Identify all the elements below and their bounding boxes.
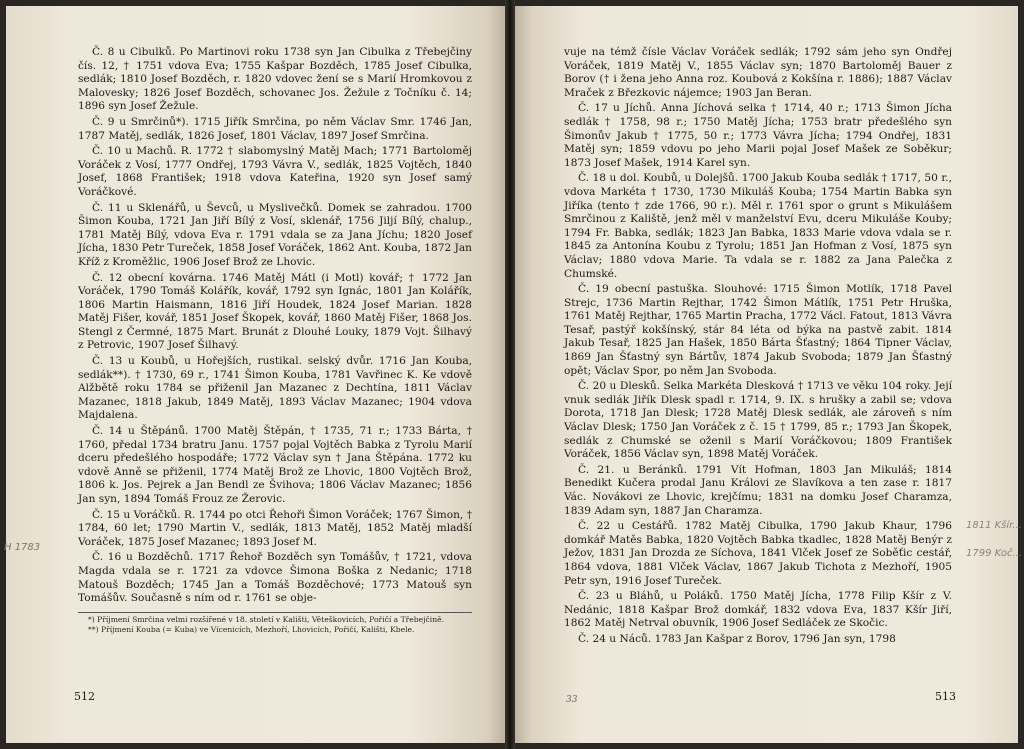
page-stamp-right: 33 (566, 695, 578, 705)
entry: Č. 10 u Machů. R. 1772 † slabomyslný Matěj Mach; 1771 Bartoloměj Voráček z Vosí, 1777 Ondřej, 1793 Vávra V., sedlák, 1825 Vojtěch, 1840 Josef, 1868 František; 1918 vdova Kateřina, 1920 syn Josef samý Voráčkové. (78, 145, 472, 198)
left-page-text (78, 46, 472, 606)
entry: Č. 9 u Smrčinů*). 1715 Jiřík Smrčina, po něm Václav Smr. 1746 Jan, 1787 Matěj, sedlák, 1826 Josef, 1801 Václav, 1897 Josef Smrčina. (78, 115, 472, 142)
margin-note-left: H 1783 (4, 542, 41, 553)
entry: vuje na témž čísle Václav Voráček sedlák; 1792 sám jeho syn Ondřej Voráček, 1819 Matěj V., 1855 Václav syn; 1870 Bartoloměj Bauer z Borov († i žena jeho Anna roz. Koubová z Kokšína r. 1886); 1887 Václav Mraček z Březkovic nájemce; 1903 Jan Beran. (564, 46, 952, 99)
entry: Č. 13 u Koubů, u Hořejších, rustikal. selský dvůr. 1716 Jan Kouba, sedlák**). † 1730, 69 r., 1741 Šimon Kouba, 1781 Vavřinec K. Ke vdově Alžbětě roku 1784 se přiženil Jan Mazanec z Dechtína, 1811 Václav Mazanec, 1818 Jakub, 1849 Matěj, 1893 Václav Mazanec; 1904 vdova Majdalena. (78, 355, 472, 422)
entry: Č. 11 u Sklenářů, u Ševců, u Myslivečků. Domek se zahradou. 1700 Šimon Kouba, 1721 Jan Jiří Bílý z Vosí, sklenář, 1756 Jiljí Bílý, chalup., 1781 Matěj Bílý, vdova Eva r. 1791 vdala se za Jana Jíchu; 1820 Josef Jícha, 1830 Petr Tureček, 1858 Josef Voráček, 1862 Ant. Kouba, 1872 Jan Kříž z Kroměžlic, 1906 Josef Brož ze Lhovic. (78, 201, 472, 268)
entry: Č. 21. u Beránků. 1791 Vít Hofman, 1803 Jan Mikuláš; 1814 Benedikt Kučera prodal Janu Královi ze Slavíkova a ten zase r. 1817 Vác. Novákovi ze Lhovic, krejčímu; 1831 na domku Josef Charamza, 1839 Adam syn, 1887 Jan Charamza. (564, 463, 952, 517)
entry: Č. 17 u Jíchů. Anna Jíchová selka † 1714, 40 r.; 1713 Šimon Jícha sedlák † 1758, 98 r.; 1750 Matěj Jícha; 1753 bratr předešlého syn Šimonův Jakub † 1775, 50 r.; 1773 Vávra Jícha; 1794 Ondřej, 1831 Matěj syn; 1859 vdovu po jeho Marii pojal Josef Mašek ze Soběkur; 1873 Josef Mašek, 1914 Karel syn. (564, 102, 952, 169)
entry: Č. 19 obecní pastuška. Slouhové: 1715 Šimon Motlík, 1718 Pavel Strejc, 1736 Martin Rejthar, 1742 Šimon Mátlík, 1751 Petr Hruška, 1761 Matěj Rejthar, 1765 Martin Pracha, 1772 Václ. Fatout, 1813 Vávra Tesař, pastýř kokšínský, stár 84 léta od býka na pastvě zabit. 1814 Jakub Tesař, 1825 Jan Hašek, 1850 Bárta Šťastný; 1864 Tipner Václav, 1869 Jan Šťastný syn Bártův, 1874 Jakub Svoboda; 1879 Jan Šťastný opět; Václav Spor, po něm Jan Svoboda. (564, 283, 952, 377)
entry: Č. 8 u Cibulků. Po Martinovi roku 1738 syn Jan Cibulka z Třebejčiny čís. 12, † 1751 vdova Eva; 1755 Kašpar Bozděch, 1785 Josef Cibulka, sedlák; 1810 Josef Bozděch, r. 1820 vdovec žení se s Marií Hromkovou z Malovesky; 1826 Josef Bozděch, schovanec Jos. Žežule z Točníku č. 14; 1896 syn Josef Žežule. (78, 46, 472, 113)
entry: Č. 16 u Bozděchů. 1717 Řehoř Bozděch syn Tomášův, † 1721, vdova Magda vdala se r. 1721 za vdovce Šimona Boška z Nedanic; 1718 Matouš Bozděch; 1745 Jan a Tomáš Bozděchové; 1773 Matouš syn Tomášův. Současně s ním od r. 1761 se obje- (78, 551, 472, 605)
page-number-left: 512 (74, 690, 95, 703)
page-number-right: 513 (935, 690, 956, 703)
entry: Č. 12 obecní kovárna. 1746 Matěj Mátl (i Motl) kovář; † 1772 Jan Voráček, 1790 Tomáš Kolářík, kovář, 1792 syn Ignác, 1801 Jan Kolářík, 1806 Martin Haismann, 1816 Jiří Houdek, 1824 Josef Marian. 1828 Matěj Fišer, kovář, 1851 Josef Škopek, kovář, 1860 Matěj Fišer, 1868 Jos. Stengl z Čermné, 1875 Mart. Brunát z Dlouhé Louky, 1879 Vojt. Šilhavý z Petrovic, 1907 Josef Šilhavý. (78, 271, 472, 352)
right-page (512, 6, 1018, 743)
entry: Č. 14 u Štěpánů. 1700 Matěj Štěpán, † 1735, 71 r.; 1733 Bárta, † 1760, předal 1734 bratru Janu. 1757 pojal Vojtěch Babka z Tyrolu Marií dceru předešlého hospodáře; 1772 Václav syn † Jana Štěpána. 1772 ku vdově Anně se přiženil, 1774 Matěj Brož ze Lhovic, 1800 Vojtěch Brož, 1806 k. Jos. Pejrek a Jan Bendl ze Švihova; 1806 Václav Mazanec; 1856 Jan syn, 1894 Tomáš Frouz ze Žerovic. (78, 425, 472, 505)
footnotes (78, 612, 472, 635)
entry: Č. 15 u Voráčků. R. 1744 po otci Řehoři Šimon Voráček; 1767 Šimon, † 1784, 60 let; 1790 Martin V., sedlák, 1813 Matěj, 1852 Matěj mladší Voráček, 1875 Josef Mazanec; 1893 Josef M. (78, 508, 472, 548)
entry: Č. 24 u Náců. 1783 Jan Kašpar z Borov, 1796 Jan syn, 1798 (578, 632, 896, 645)
footnote: **) Příjmení Kouba (= Kuba) ve Vícenicích, Mezhoří, Lhovicích, Pořičí, Kališti, Kbele. (88, 624, 415, 634)
left-page (6, 6, 508, 743)
entry: Č. 20 u Dlesků. Selka Markéta Dlesková † 1713 ve věku 104 roky. Její vnuk sedlák Jiřík Dlesk spadl r. 1714, 9. IX. s hrušky a zabil se; vdova Dorota, 1718 Jan Dlesk; 1728 Matěj Dlesk sedlák, ale zároveň s ním Václav Dlesk; 1750 Jan Voráček z č. 15 † 1799, 85 r.; 1793 Jan Škopek, sedlák z Chumské se oženil s Marií Voráčkovou; 1809 František Voráček, 1856 Václav syn, 1898 Matěj Voráček. (564, 380, 952, 461)
right-page-text (564, 46, 952, 647)
entry: Č. 22 u Cestářů. 1782 Matěj Cibulka, 1790 Jakub Khaur, 1796 domkář Matěs Babka, 1820 Vojtěch Babka tkadlec, 1828 Matěj Benýr z Ježov, 1831 Jan Drozda ze Síchova, 1841 Vlček Josef ze Soběťic cestář, 1864 vdova, 1881 Vlček Václav, 1867 Jakub Tichota z Mezhoří, 1905 Petr syn, 1916 Josef Tureček. (564, 520, 952, 587)
margin-note-right: 1811 Kšír... (966, 520, 1022, 531)
entry: Č. 23 u Bláhů, u Poláků. 1750 Matěj Jícha, 1778 Filip Kšír z V. Nedánic, 1818 Kašpar Brož domkář, 1832 vdova Eva, 1837 Kšír Jiří, 1862 Matěj Netrval obuvník, 1906 Josef Sedláček ze Skočic. (564, 590, 952, 630)
entry: Č. 18 u dol. Koubů, u Dolejšů. 1700 Jakub Kouba sedlák † 1717, 50 r., vdova Markéta † 1730, 1730 Mikuláš Kouba; 1754 Martin Babka syn Jiříka (tento † zde 1766, 90 r.). Měl r. 1761 spor o grunt s Mikulášem Smrčinou z Kaliště, jenž měl v manželství Evu, dceru Mikuláše Kouby; 1794 Fr. Babka, sedlák; 1823 Jan Babka, 1833 Marie vdova vdala se r. 1845 za Antonína Koubu z Tyrolu; 1851 Jan Hofman z Vosí, 1875 syn Václav; 1880 vdova Marie. Ta vdala se r. 1882 za Jana Palečka z Chumské. (564, 172, 952, 280)
book-gutter (505, 0, 515, 749)
margin-note-right: 1799 Koč... (966, 548, 1022, 559)
footnote: *) Příjmení Smrčina velmi rozšířené v 18. století v Kališti, Věteškovicích, Pořičí a Třebejčině. (88, 614, 444, 624)
